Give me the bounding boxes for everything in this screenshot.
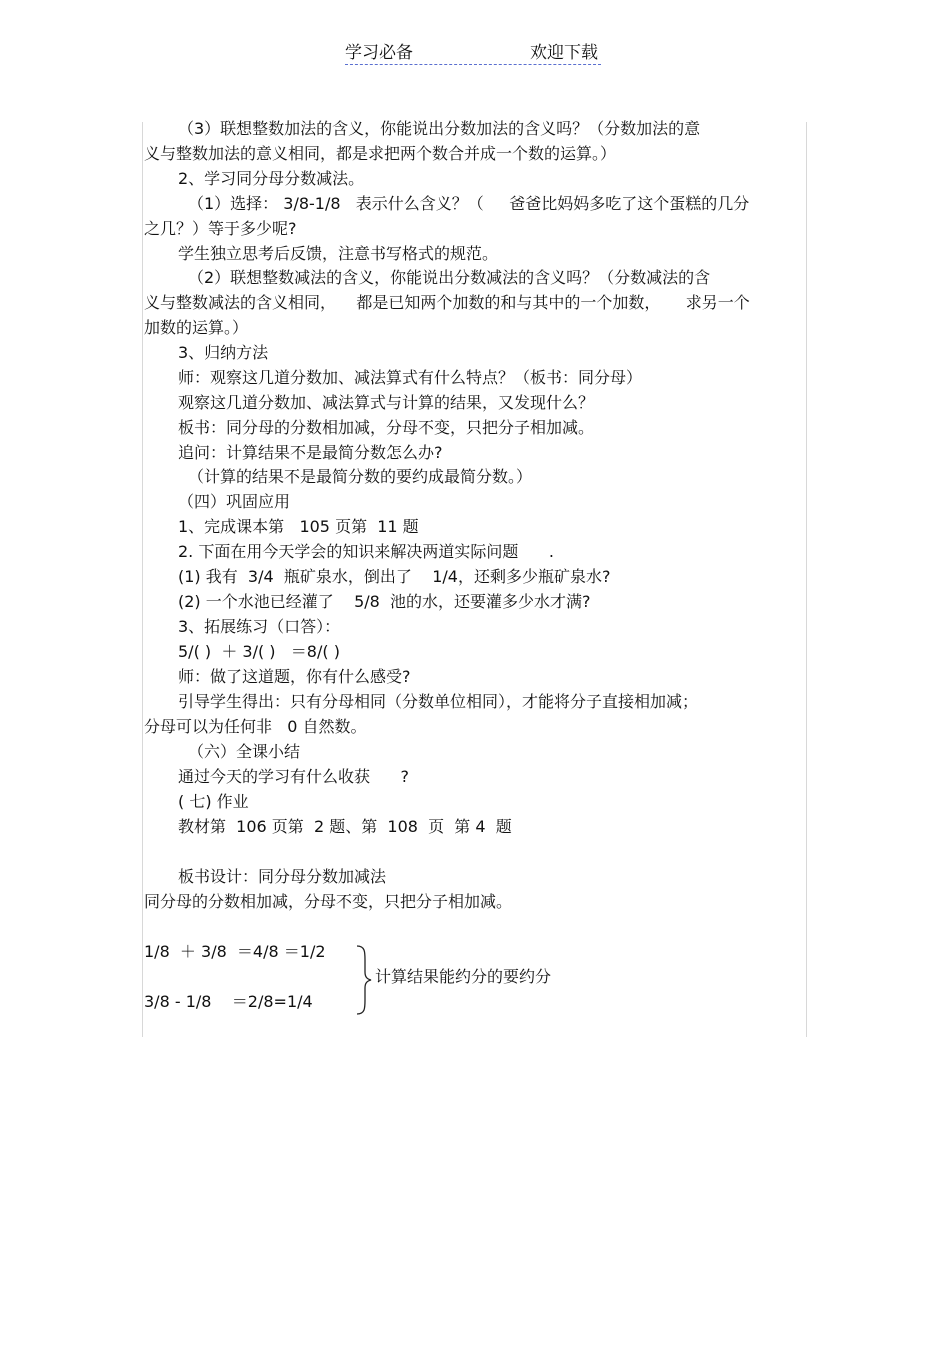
text-line: 3、归纳方法 bbox=[178, 343, 269, 362]
text-line: 通过今天的学习有什么收获 ? bbox=[178, 767, 410, 786]
text-line: （2）联想整数减法的含义，你能说出分数减法的含义吗？（分数减法的含 bbox=[188, 268, 711, 287]
text-line: 引导学生得出：只有分母相同（分数单位相同），才能将分子直接相加减； bbox=[178, 692, 699, 711]
header-left-text: 学习必备 bbox=[345, 43, 413, 63]
text-line: 观察这几道分数加、减法算式与计算的结果，又发现什么？ bbox=[178, 393, 595, 412]
text-line: 义与整数加法的意义相同，都是求把两个数合并成一个数的运算。） bbox=[144, 144, 617, 163]
text-line: 师：做了这道题，你有什么感受? bbox=[178, 667, 411, 686]
text-line: 加数的运算。） bbox=[144, 318, 249, 337]
board-equation-add: 1/8 ＋ 3/8 ＝4/8 ＝1/2 bbox=[144, 942, 326, 961]
page-border-left bbox=[142, 122, 143, 1037]
header-rule bbox=[345, 64, 601, 65]
text-line: 2. 下面在用今天学会的知识来解决两道实际问题 . bbox=[178, 542, 554, 561]
text-line: 5/( ) ＋ 3/( ) ＝8/( ) bbox=[178, 642, 340, 661]
text-line: （3）联想整数加法的含义，你能说出分数加法的含义吗？（分数加法的意 bbox=[178, 119, 701, 138]
text-line: （1）选择： 3/8-1/8 表示什么含义？（ 爸爸比妈妈多吃了这个蛋糕的几分 bbox=[188, 194, 750, 213]
header-right-text: 欢迎下载 bbox=[530, 43, 598, 63]
board-design-title: 板书设计：同分母分数加减法 bbox=[178, 867, 387, 886]
text-line: 2、学习同分母分数减法。 bbox=[178, 169, 365, 188]
board-design-rule: 同分母的分数相加减，分母不变，只把分子相加减。 bbox=[144, 892, 513, 911]
text-line: 教材第 106 页第 2 题、第 108 页 第 4 题 bbox=[178, 817, 512, 836]
text-line: 追问：计算结果不是最简分数怎么办? bbox=[178, 443, 443, 462]
page-border-right bbox=[806, 122, 807, 1037]
board-equation-sub: 3/8 - 1/8 ＝2/8=1/4 bbox=[144, 992, 313, 1011]
text-line: 义与整数减法的含义相同， 都是已知两个加数的和与其中的一个加数， 求另一个 bbox=[144, 293, 750, 312]
curly-brace-icon bbox=[352, 944, 372, 1016]
text-line: （四）巩固应用 bbox=[178, 492, 291, 511]
text-line: ( 七) 作业 bbox=[178, 792, 249, 811]
text-line: (1) 我有 3/4 瓶矿泉水，倒出了 1/4，还剩多少瓶矿泉水? bbox=[178, 567, 611, 586]
text-line: （计算的结果不是最简分数的要约成最简分数。） bbox=[188, 467, 533, 486]
brace-note: 计算结果能约分的要约分 bbox=[375, 967, 552, 986]
text-line: 分母可以为任何非 0 自然数。 bbox=[144, 717, 367, 736]
text-line: (2) 一个水池已经灌了 5/8 池的水，还要灌多少水才满? bbox=[178, 592, 591, 611]
text-line: 1、完成课本第 105 页第 11 题 bbox=[178, 517, 419, 536]
text-line: 师：观察这几道分数加、减法算式有什么特点？（板书：同分母） bbox=[178, 368, 643, 387]
text-line: 3、拓展练习（口答）： bbox=[178, 617, 341, 636]
text-line: 学生独立思考后反馈，注意书写格式的规范。 bbox=[178, 244, 499, 263]
text-line: （六）全课小结 bbox=[188, 742, 301, 761]
text-line: 之几？）等于多少呢? bbox=[144, 219, 297, 238]
text-line: 板书：同分母的分数相加减，分母不变，只把分子相加减。 bbox=[178, 418, 595, 437]
